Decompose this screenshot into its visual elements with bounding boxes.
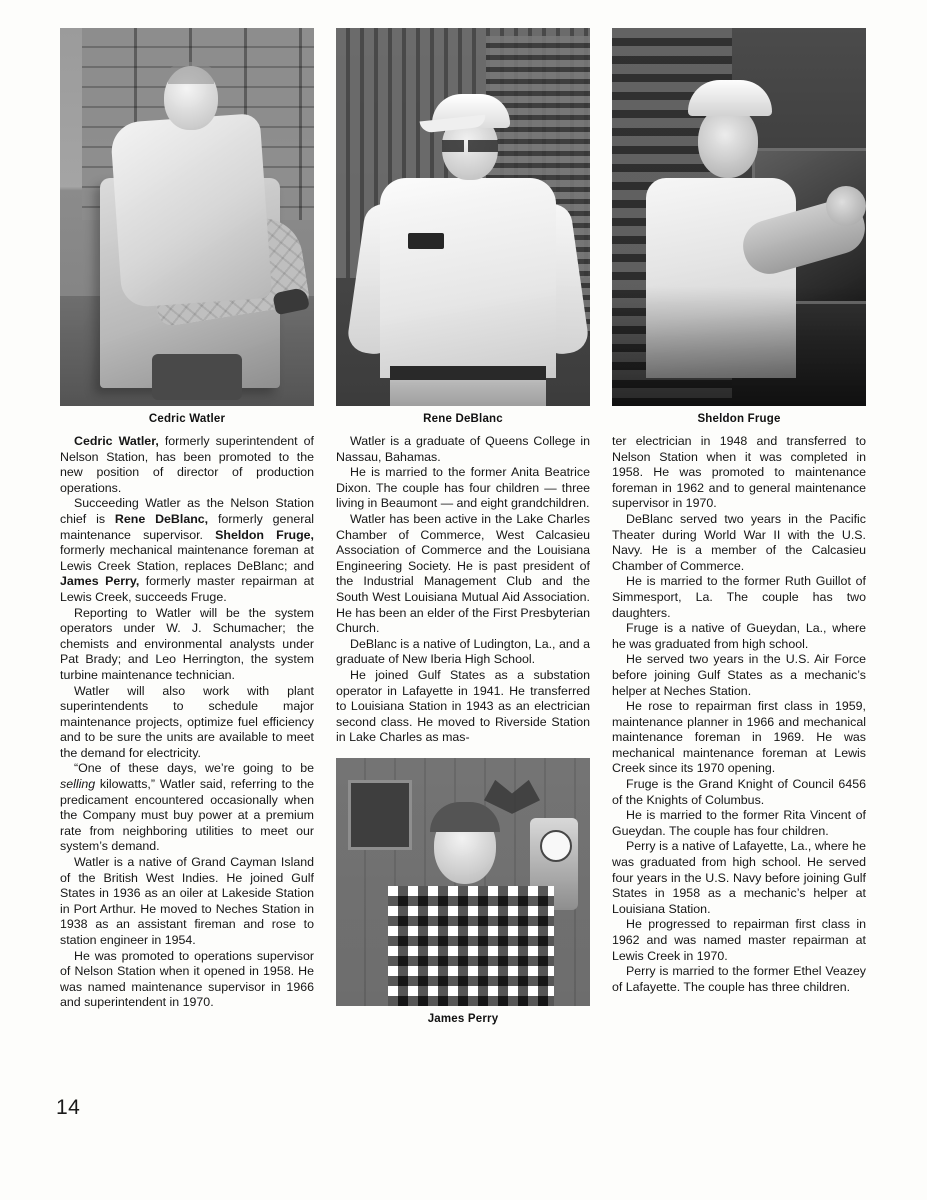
photo-cedric-watler (60, 28, 314, 406)
paragraph: He progressed to repairman first class in 1962 and was named master repairman at Lewis Creek in 1970. (612, 917, 866, 963)
photo-sheldon-fruge (612, 28, 866, 406)
caption-sheldon-fruge: Sheldon Fruge (697, 413, 781, 425)
paragraph: Succeeding Watler as the Nelson Station chief is Rene DeBlanc, formerly general maintenance supervisor. Sheldon Fruge, formerly mechanical maintenance foreman at Lewis Creek Station, replaces DeBlanc; and James Perry, formerly master repairman at Lewis Creek, succeeds Fruge. (60, 496, 314, 604)
article-text-left (60, 434, 314, 1011)
paragraph: Watler is a graduate of Queens College in Nassau, Bahamas. (336, 434, 590, 464)
paragraph: DeBlanc served two years in the Pacific Theater during World War II with the U.S. Navy. He is a member of the Calcasieu Chamber of Commerce. (612, 511, 866, 573)
paragraph: He is married to the former Ruth Guillot of Simmesport, La. The couple has two daughters. (612, 574, 866, 620)
column-right (612, 28, 866, 1034)
paragraph: Cedric Watler, formerly superintendent of Nelson Station, has been promoted to the new position of director of production operations. (60, 434, 314, 495)
work-cap (688, 80, 772, 116)
photo-james-perry (336, 758, 590, 1006)
page-number: 14 (56, 1096, 81, 1119)
paragraph: Reporting to Watler will be the system operators under W. J. Schumacher; the chemists and environmental analysts under Pat Brady; and Leo Herrington, the system turbine maintenance technician. (60, 605, 314, 682)
paragraph: He rose to repairman first class in 1959, maintenance planner in 1966 and mechanical maintenance foreman in 1969. He was mechanical maintenance foreman at Lewis Creek since its 1970 opening. (612, 699, 866, 776)
paragraph: He joined Gulf States as a substation operator in Lafayette in 1941. He transferred to Louisiana Station in 1943 as an electrician second class. He moved to Riverside Station in Lake Charles as mas- (336, 667, 590, 745)
paragraph: Watler is a native of Grand Cayman Island of the British West Indies. He joined Gulf States in 1936 as an oiler at Lakeside Station in Port Arthur. He moved to Neches Station in 1938 as an assistant fireman and rose to station engineer in 1954. (60, 855, 314, 947)
paragraph: He served two years in the U.S. Air Force before joining Gulf States as a mechanic’s helper at Neches Station. (612, 652, 866, 698)
caption-cedric-watler: Cedric Watler (148, 413, 226, 425)
article-text-right (612, 434, 866, 995)
paragraph: “One of these days, we’re going to be selling kilowatts,” Watler said, referring to the predicament encountered occasionally when the Company must buy power at a premium rate from neighboring utilities to meet our system’s demand. (60, 761, 314, 854)
paragraph: Perry is married to the former Ethel Veazey of Lafayette. The couple has three children. (612, 964, 866, 994)
hard-hat-cap (432, 94, 510, 128)
photo-rene-deblanc (336, 28, 590, 406)
paragraph: He was promoted to operations supervisor of Nelson Station when it opened in 1958. He was named maintenance supervisor in 1966 and superintendent in 1970. (60, 948, 314, 1010)
paragraph: Perry is a native of Lafayette, La., where he was graduated from high school. He served four years in the U.S. Navy before joining Gulf States in 1958 as a mechanic’s helper at Louisiana Station. (612, 839, 866, 916)
paragraph: DeBlanc is a native of Ludington, La., and a graduate of New Iberia High School. (336, 636, 590, 667)
column-left (60, 28, 314, 1034)
wall-picture-frame (348, 780, 412, 850)
paragraph: Fruge is a native of Gueydan, La., where he was graduated from high school. (612, 621, 866, 651)
article-text-middle (336, 434, 590, 746)
paragraph: He is married to the former Rita Vincent of Gueydan. The couple has four children. (612, 808, 866, 838)
paragraph: Fruge is the Grand Knight of Council 6456 of the Knights of Columbus. (612, 777, 866, 807)
eyeglasses (442, 140, 498, 152)
paragraph: He is married to the former Anita Beatrice Dixon. The couple has four children — three living in Beaumont — and eight grandchildren. (336, 465, 590, 511)
paragraph: Watler will also work with plant superintendents to schedule major maintenance projects, optimize fuel efficiency and to be sure the units are available to meet the demand for electricity. (60, 683, 314, 760)
paragraph: ter electrician in 1948 and transferred to Nelson Station when it was completed in 1958. He was promoted to maintenance foreman in 1962 and to general maintenance supervisor in 1970. (612, 434, 866, 511)
caption-james-perry: James Perry (427, 1012, 499, 1025)
page-columns (60, 28, 868, 1034)
caption-rene-deblanc: Rene DeBlanc (423, 413, 503, 425)
paragraph: Watler has been active in the Lake Charles Chamber of Commerce, West Calcasieu Association of Commerce and the Louisiana Engineering Society. He is past president of the Industrial Management Club and the South West Louisiana Mutual Aid Association. He has been an elder of the First Presbyterian Church. (336, 511, 590, 636)
column-middle (336, 28, 590, 1034)
plaid-shirt (388, 886, 554, 1006)
